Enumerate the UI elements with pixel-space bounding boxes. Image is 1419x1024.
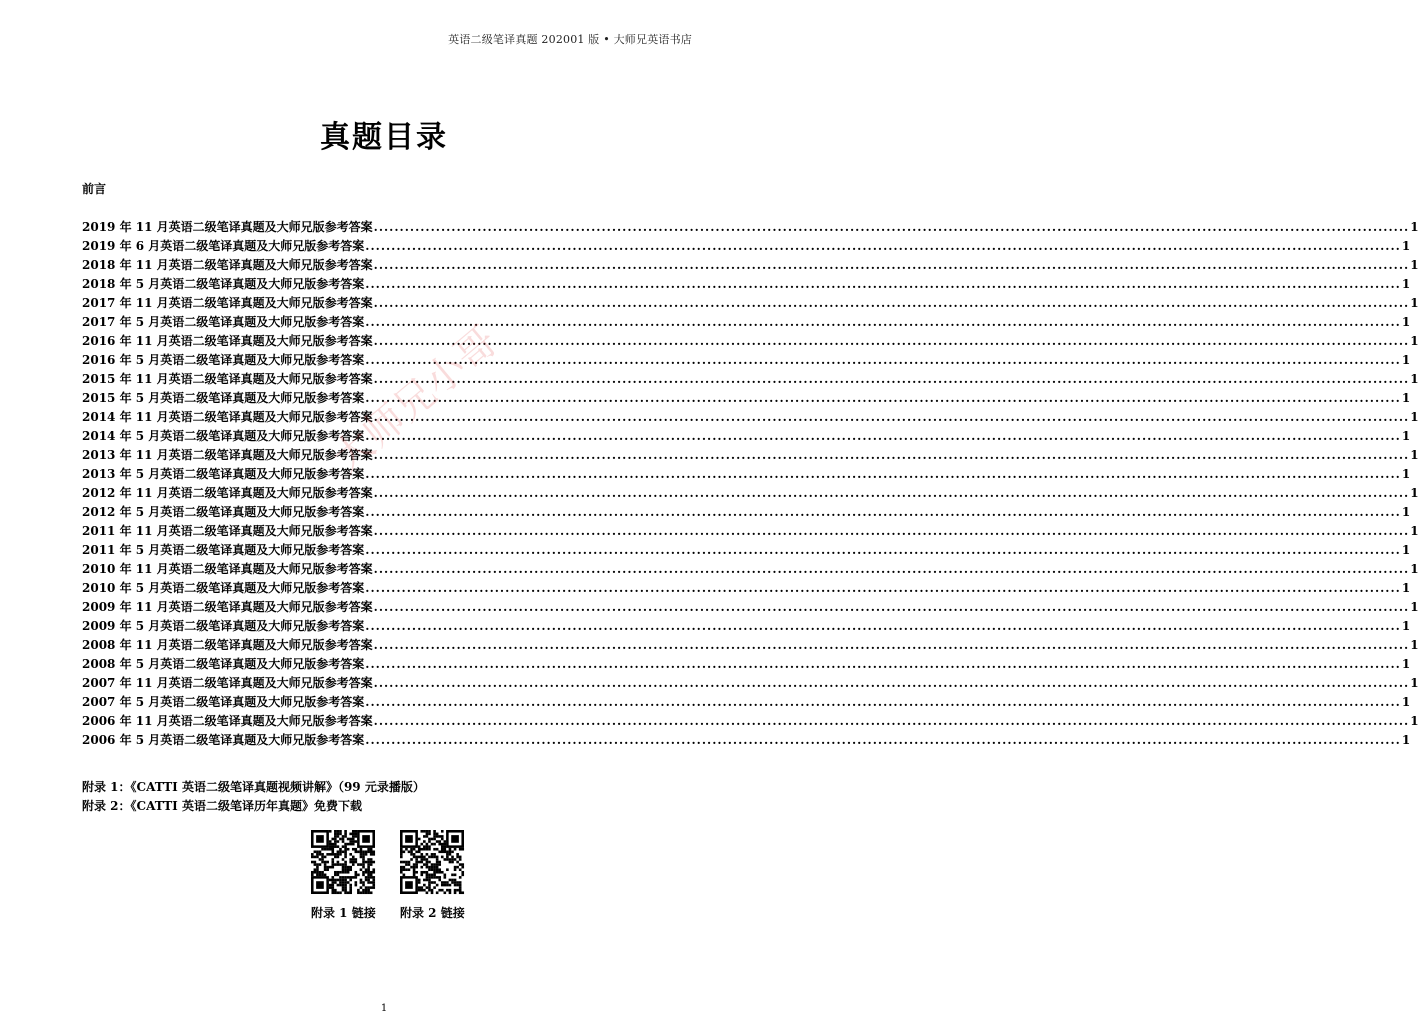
toc-leader-dots: ........................................................................................................................................................................................................ xyxy=(365,467,1401,481)
toc-entry-page: 1 xyxy=(1410,220,1419,234)
page-number: 1 xyxy=(380,1003,388,1014)
toc-entry-title: 2013 年 11 月英语二级笔译真题及大师兄版参考答案 xyxy=(82,448,373,462)
toc-entry-title: 2018 年 5 月英语二级笔译真题及大师兄版参考答案 xyxy=(82,277,365,291)
toc-leader-dots: ........................................................................................................................................................................................................ xyxy=(373,334,1410,348)
toc-entry[interactable] xyxy=(82,465,1411,484)
toc-entry-page: 1 xyxy=(1401,391,1411,405)
toc-entry-page: 1 xyxy=(1410,486,1419,500)
toc-leader-dots: ........................................................................................................................................................................................................ xyxy=(373,220,1410,234)
watermark: 大师兄小哥 xyxy=(323,318,507,483)
toc-leader-dots: ........................................................................................................................................................................................................ xyxy=(365,277,1401,291)
toc-leader-dots: ........................................................................................................................................................................................................ xyxy=(365,239,1401,253)
toc-leader-dots: ........................................................................................................................................................................................................ xyxy=(373,638,1410,652)
toc-entry-title: 2011 年 5 月英语二级笔译真题及大师兄版参考答案 xyxy=(82,543,365,557)
toc-entry-title: 2017 年 5 月英语二级笔译真题及大师兄版参考答案 xyxy=(82,315,365,329)
toc-entry-page: 1 xyxy=(1410,676,1419,690)
toc-entry-title: 2010 年 11 月英语二级笔译真题及大师兄版参考答案 xyxy=(82,562,373,576)
toc-entry[interactable] xyxy=(82,522,1419,541)
toc-leader-dots: ........................................................................................................................................................................................................ xyxy=(365,505,1401,519)
appendix-2-link[interactable]: 附录 2：《CATTI 英语二级笔译历年真题》免费下载 xyxy=(82,799,362,813)
toc-entry-title: 2016 年 11 月英语二级笔译真题及大师兄版参考答案 xyxy=(82,334,373,348)
toc-entry-page: 1 xyxy=(1410,258,1419,272)
toc-entry-title: 2019 年 6 月英语二级笔译真题及大师兄版参考答案 xyxy=(82,239,365,253)
toc-entry-title: 2006 年 5 月英语二级笔译真题及大师兄版参考答案 xyxy=(82,733,365,747)
toc-entry-page: 1 xyxy=(1401,467,1411,481)
toc-entry[interactable] xyxy=(82,294,1419,313)
toc-leader-dots: ........................................................................................................................................................................................................ xyxy=(373,258,1410,272)
toc-entry-title: 2019 年 11 月英语二级笔译真题及大师兄版参考答案 xyxy=(82,220,373,234)
toc-entry-page: 1 xyxy=(1410,372,1419,386)
toc-entry-page: 1 xyxy=(1410,296,1419,310)
toc-entry[interactable] xyxy=(82,636,1419,655)
qr-block-2 xyxy=(400,830,465,921)
toc-leader-dots: ........................................................................................................................................................................................................ xyxy=(365,619,1401,633)
toc-leader-dots: ........................................................................................................................................................................................................ xyxy=(373,714,1410,728)
toc-entry-title: 2006 年 11 月英语二级笔译真题及大师兄版参考答案 xyxy=(82,714,373,728)
toc-entry[interactable] xyxy=(82,598,1419,617)
toc-entry-page: 1 xyxy=(1401,695,1411,709)
toc-entry-title: 2016 年 5 月英语二级笔译真题及大师兄版参考答案 xyxy=(82,353,365,367)
toc-entry-title: 2008 年 5 月英语二级笔译真题及大师兄版参考答案 xyxy=(82,657,365,671)
toc-leader-dots: ........................................................................................................................................................................................................ xyxy=(365,733,1401,747)
toc-leader-dots: ........................................................................................................................................................................................................ xyxy=(365,391,1401,405)
qr-code-icon[interactable] xyxy=(400,830,464,894)
toc-entry-page: 1 xyxy=(1410,410,1419,424)
toc-entry-title: 2014 年 5 月英语二级笔译真题及大师兄版参考答案 xyxy=(82,429,365,443)
toc-entry-title: 2018 年 11 月英语二级笔译真题及大师兄版参考答案 xyxy=(82,258,373,272)
toc-entry[interactable] xyxy=(82,275,1411,294)
toc-leader-dots: ........................................................................................................................................................................................................ xyxy=(365,657,1401,671)
toc-entry-page: 1 xyxy=(1401,315,1411,329)
toc-entry-title: 2012 年 11 月英语二级笔译真题及大师兄版参考答案 xyxy=(82,486,373,500)
toc-leader-dots: ........................................................................................................................................................................................................ xyxy=(373,676,1410,690)
toc-leader-dots: ........................................................................................................................................................................................................ xyxy=(373,296,1410,310)
toc-leader-dots: ........................................................................................................................................................................................................ xyxy=(373,372,1410,386)
toc-leader-dots: ........................................................................................................................................................................................................ xyxy=(373,448,1410,462)
toc-entry[interactable] xyxy=(82,332,1419,351)
toc-entry-title: 2009 年 11 月英语二级笔译真题及大师兄版参考答案 xyxy=(82,600,373,614)
toc-entry-page: 1 xyxy=(1401,657,1411,671)
toc-entry-page: 1 xyxy=(1401,733,1411,747)
toc-entry-page: 1 xyxy=(1401,429,1411,443)
toc-leader-dots: ........................................................................................................................................................................................................ xyxy=(365,315,1401,329)
toc-entry[interactable] xyxy=(82,560,1419,579)
toc-entry-title: 2008 年 11 月英语二级笔译真题及大师兄版参考答案 xyxy=(82,638,373,652)
toc-entry-page: 1 xyxy=(1410,524,1419,538)
toc-leader-dots: ........................................................................................................................................................................................................ xyxy=(373,562,1410,576)
toc-entry[interactable] xyxy=(82,351,1411,370)
toc-entry-title: 2010 年 5 月英语二级笔译真题及大师兄版参考答案 xyxy=(82,581,365,595)
toc-entry-page: 1 xyxy=(1401,277,1411,291)
toc-entry-page: 1 xyxy=(1401,353,1411,367)
qr-block-1 xyxy=(311,830,376,921)
toc-leader-dots: ........................................................................................................................................................................................................ xyxy=(365,695,1401,709)
toc-entry-title: 2011 年 11 月英语二级笔译真题及大师兄版参考答案 xyxy=(82,524,373,538)
toc-entry[interactable] xyxy=(82,218,1419,237)
table-of-contents xyxy=(82,218,1419,750)
toc-entry-title: 2015 年 5 月英语二级笔译真题及大师兄版参考答案 xyxy=(82,391,365,405)
toc-entry-page: 1 xyxy=(1410,334,1419,348)
toc-entry-title: 2013 年 5 月英语二级笔译真题及大师兄版参考答案 xyxy=(82,467,365,481)
toc-entry-title: 2017 年 11 月英语二级笔译真题及大师兄版参考答案 xyxy=(82,296,373,310)
toc-entry[interactable] xyxy=(82,484,1419,503)
toc-leader-dots: ........................................................................................................................................................................................................ xyxy=(373,600,1410,614)
appendix-1-link[interactable]: 附录 1：《CATTI 英语二级笔译真题视频讲解》（99 元录播版） xyxy=(82,780,425,794)
toc-leader-dots: ........................................................................................................................................................................................................ xyxy=(365,353,1401,367)
qr-label-1: 附录 1 链接 xyxy=(311,906,376,920)
toc-entry-title: 2012 年 5 月英语二级笔译真题及大师兄版参考答案 xyxy=(82,505,365,519)
toc-entry[interactable] xyxy=(82,256,1419,275)
toc-entry-page: 1 xyxy=(1401,239,1411,253)
running-header: 英语二级笔译真题 202001 版 • 大师兄英语书店 xyxy=(448,33,692,46)
toc-leader-dots: ........................................................................................................................................................................................................ xyxy=(365,543,1401,557)
toc-leader-dots: ........................................................................................................................................................................................................ xyxy=(365,581,1401,595)
toc-entry[interactable] xyxy=(82,503,1411,522)
toc-entry-page: 1 xyxy=(1410,714,1419,728)
toc-entry-title: 2007 年 11 月英语二级笔译真题及大师兄版参考答案 xyxy=(82,676,373,690)
toc-entry-title: 2009 年 5 月英语二级笔译真题及大师兄版参考答案 xyxy=(82,619,365,633)
toc-entry[interactable] xyxy=(82,674,1419,693)
toc-entry[interactable] xyxy=(82,237,1411,256)
toc-leader-dots: ........................................................................................................................................................................................................ xyxy=(373,524,1410,538)
toc-entry[interactable] xyxy=(82,313,1411,332)
page-title: 真题目录 xyxy=(320,120,448,155)
toc-entry[interactable] xyxy=(82,579,1411,598)
toc-entry-page: 1 xyxy=(1410,638,1419,652)
toc-entry-page: 1 xyxy=(1410,562,1419,576)
toc-entry-title: 2014 年 11 月英语二级笔译真题及大师兄版参考答案 xyxy=(82,410,373,424)
toc-entry-title: 2007 年 5 月英语二级笔译真题及大师兄版参考答案 xyxy=(82,695,365,709)
toc-entry[interactable] xyxy=(82,655,1411,674)
toc-entry-page: 1 xyxy=(1401,543,1411,557)
qr-label-2: 附录 2 链接 xyxy=(400,906,465,920)
toc-leader-dots: ........................................................................................................................................................................................................ xyxy=(373,410,1410,424)
toc-entry-page: 1 xyxy=(1401,581,1411,595)
toc-entry[interactable] xyxy=(82,712,1419,731)
toc-preface-link[interactable]: 前言 xyxy=(82,182,107,196)
toc-entry-page: 1 xyxy=(1410,600,1419,614)
qr-code-icon[interactable] xyxy=(311,830,375,894)
toc-entry-page: 1 xyxy=(1410,448,1419,462)
toc-entry[interactable] xyxy=(82,731,1411,750)
toc-entry[interactable] xyxy=(82,617,1411,636)
toc-leader-dots: ........................................................................................................................................................................................................ xyxy=(365,429,1401,443)
toc-entry-page: 1 xyxy=(1401,505,1411,519)
toc-entry-page: 1 xyxy=(1401,619,1411,633)
toc-entry-title: 2015 年 11 月英语二级笔译真题及大师兄版参考答案 xyxy=(82,372,373,386)
toc-entry[interactable] xyxy=(82,693,1411,712)
toc-leader-dots: ........................................................................................................................................................................................................ xyxy=(373,486,1410,500)
toc-entry[interactable] xyxy=(82,541,1411,560)
